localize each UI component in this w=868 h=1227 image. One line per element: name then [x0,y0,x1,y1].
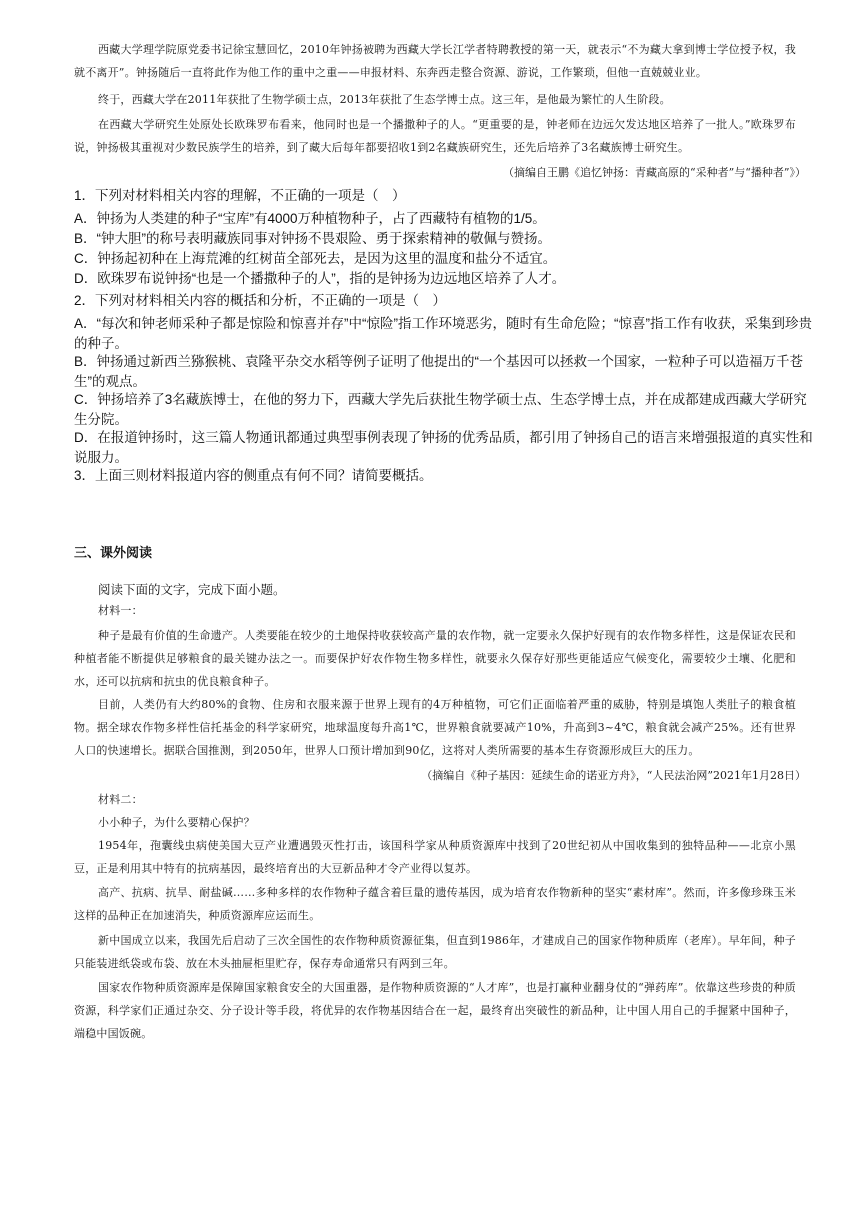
material-2-paragraph-2: 高产、抗病、抗旱、耐盐碱……多种多样的农作物种子蕴含着巨量的遗传基因，成为培育农作物新种的坚实“素材库”。然而，许多像珍珠玉米这样的品种正在加速消失，种质资源库应运而生。 [74,886,796,922]
section-3-title: 三、课外阅读 [74,545,153,560]
question-1-option-c[interactable]: C．钟扬起初种在上海荒滩的红树苗全部死去，是因为这里的温度和盐分不适宜。 [74,251,557,266]
material-2-label: 材料二： [98,793,143,806]
material-1-paragraph-1: 种子是最有价值的生命遗产。人类要能在较少的土地保持收获较高产量的农作物，就一定要永久保护好现有的农作物多样性，这是保证农民和种植者能不断提供足够粮食的最关键办法之一。而要保护好农作物生物多样性，就要永久保存好那些更能适应气候变化，需要较少土壤、化肥和水，还可以抗病和抗虫的优良粮食种子。 [74,629,796,688]
material3-source: （摘编自王鹏《追忆钟扬：青藏高原的“采种者”与“播种者”》） [503,166,806,179]
material-2-paragraph-3: 新中国成立以来，我国先后启动了三次全国性的农作物种质资源征集，但直到1986年，才建成自己的国家作物种质库（老库）。早年间，种子只能装进纸袋或布袋、放在木头抽屉柜里贮存，保存寿命通常只有两到三年。 [74,934,796,970]
material3-paragraph-1: 西藏大学理学院原党委书记徐宝慧回忆，2010年钟扬被聘为西藏大学长江学者特聘教授的第一天，就表示“不为藏大拿到博士学位授予权，我就不离开”。钟扬随后一直将此作为他工作的重中之重——申报材料、东奔西走整合资源、游说，工作繁琐，但他一直兢兢业业。 [74,43,796,79]
material-1-source: （摘编自《种子基因：延续生命的诺亚方舟》，“人民法治网”2021年1月28日） [421,769,806,782]
question-1-option-a[interactable]: A．钟扬为人类建的种子“宝库”有4000万种植物种子，占了西藏特有植物的1/5。 [74,211,546,226]
material-1-paragraph-2: 目前，人类仍有大约80%的食物、住房和衣服来源于世界上现有的4万种植物，可它们正面临着严重的威胁，特别是填饱人类肚子的粮食植物。据全球农作物多样性信托基金的科学家研究，地球温度每升高1℃，世界粮食就要减产10%，升高到3~4℃，粮食就会减产25%。还有世界人口的快速增长。据联合国推测，到2050年，世界人口预计增加到90亿，这将对人类所需要的基本生存资源形成巨大的压力。 [74,698,796,757]
question-1-option-d[interactable]: D．欧珠罗布说钟扬“也是一个播撒种子的人”，指的是钟扬为边远地区培养了人才。 [74,271,566,286]
material3-paragraph-2: 终于，西藏大学在2011年获批了生物学硕士点，2013年获批了生态学博士点。这三年，是他最为繁忙的人生阶段。 [98,93,671,106]
question-2-stem: 2．下列对材料相关内容的概括和分析，不正确的一项是（ ） [74,293,447,308]
question-2-option-a[interactable]: A．“每次和钟老师采种子都是惊险和惊喜并存”中“惊险”指工作环境恶劣，随时有生命危险；“惊喜”指工作有收获，采集到珍贵的种子。 [74,316,812,351]
material-2-question: 小小种子，为什么要精心保护？ [98,816,255,829]
question-1-option-b[interactable]: B．“钟大胆”的称号表明藏族同事对钟扬不畏艰险、勇于探索精神的敬佩与赞扬。 [74,231,551,246]
material-2-paragraph-1: 1954年，孢囊线虫病使美国大豆产业遭遇毁灭性打击，该国科学家从种质资源库中找到了20世纪初从中国收集到的独特品种——北京小黑豆，正是利用其中特有的抗病基因，最终培育出的大豆新品种才令产业得以复苏。 [74,839,796,875]
question-2-option-b[interactable]: B．钟扬通过新西兰猕猴桃、袁隆平杂交水稻等例子证明了他提出的“一个基因可以拯救一个国家，一粒种子可以造福万千苍生”的观点。 [74,354,803,389]
question-1-stem: 1．下列对材料相关内容的理解，不正确的一项是（ ） [74,188,406,203]
material-1-label: 材料一： [98,604,143,617]
question-2-option-c[interactable]: C．钟扬培养了3名藏族博士，在他的努力下，西藏大学先后获批生物学硕士点、生态学博士点，并在成都建成西藏大学研究生分院。 [74,392,807,427]
section-3-lead: 阅读下面的文字，完成下面小题。 [98,583,286,597]
material-2-paragraph-4: 国家农作物种质资源库是保障国家粮食安全的大国重器，是作物种质资源的“人才库”，也是打赢种业翻身仗的“弹药库”。依靠这些珍贵的种质资源，科学家们正通过杂交、分子设计等手段，将优异的农作物基因结合在一起，最终育出突破性的新品种，让中国人用自己的手握紧中国种子，端稳中国饭碗。 [74,981,796,1040]
question-2-option-d[interactable]: D．在报道钟扬时，这三篇人物通讯都通过典型事例表现了钟扬的优秀品质，都引用了钟扬自己的语言来增强报道的真实性和说服力。 [74,430,813,465]
material3-paragraph-3: 在西藏大学研究生处原处长欧珠罗布看来，他同时也是一个播撒种子的人。“更重要的是，钟老师在边远欠发达地区培养了一批人。”欧珠罗布说，钟扬极其重视对少数民族学生的培养，到了藏大后每年都要招收1到2名藏族研究生，还先后培养了3名藏族博士研究生。 [74,118,796,154]
question-3-stem: 3．上面三则材料报道内容的侧重点有何不同？请简要概括。 [74,468,433,483]
